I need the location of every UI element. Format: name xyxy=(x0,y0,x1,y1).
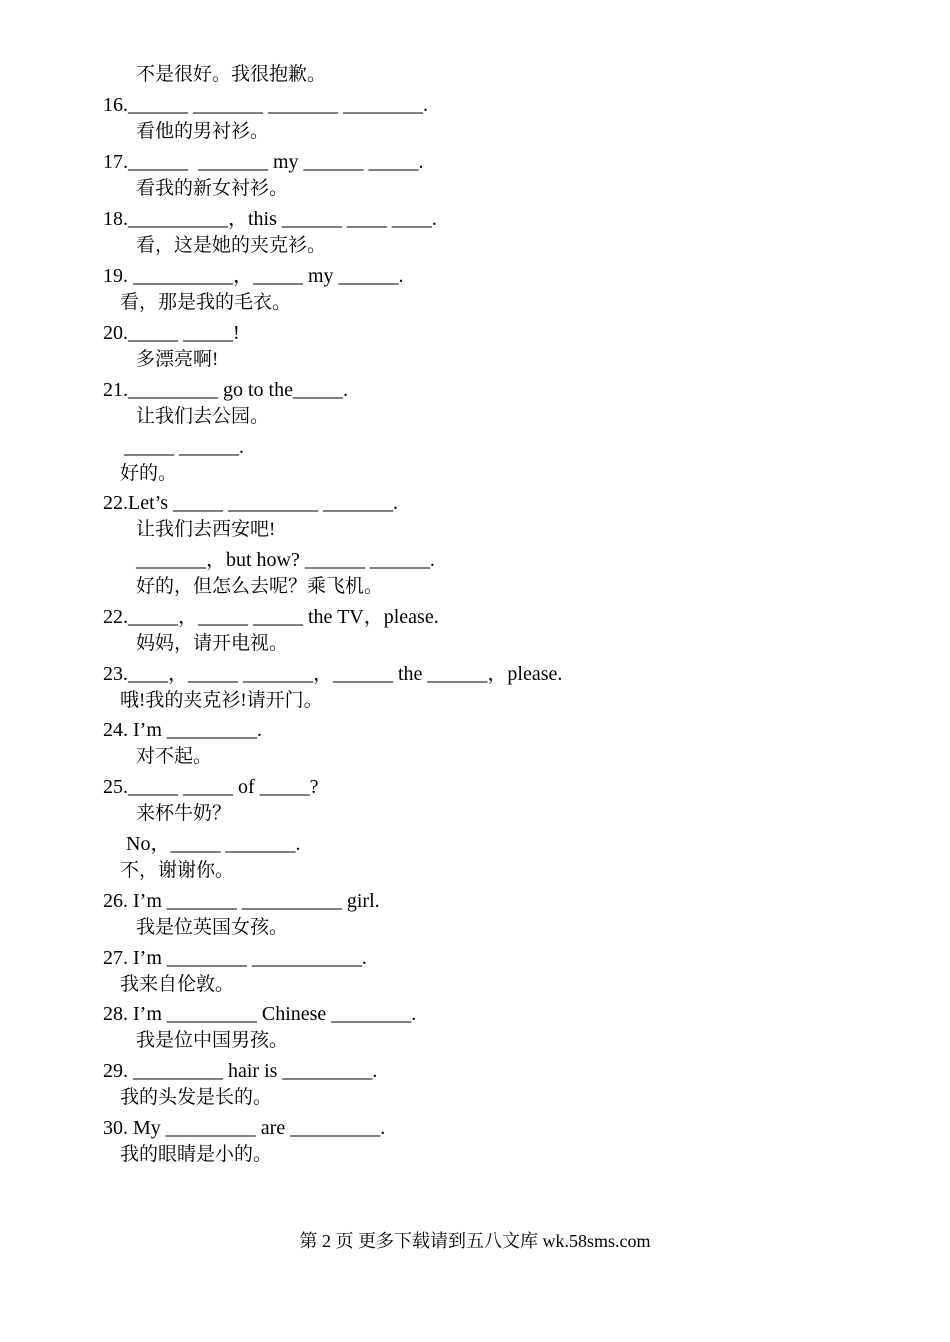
exercise-27: 27. I’m ________ ___________. xyxy=(103,947,367,969)
translation-line: 我是位中国男孩。 xyxy=(136,1030,289,1051)
translation-line: 我是位英国女孩。 xyxy=(136,917,289,938)
translation-line: 来杯牛奶？ xyxy=(136,803,232,824)
translation-line: 让我们去公园。 xyxy=(136,406,270,427)
translation-line: 对不起。 xyxy=(136,746,213,767)
translation-line: 看我的新女衬衫。 xyxy=(136,178,289,199)
exercise-25-reply: No，_____ _______. xyxy=(126,833,301,855)
translation-line: 我的头发是长的。 xyxy=(120,1087,273,1108)
exercise-26: 26. I’m _______ __________ girl. xyxy=(103,890,380,912)
translation-line: 哦!我的夹克衫!请开门。 xyxy=(120,690,323,711)
exercise-18: 18.__________，this ______ ____ ____. xyxy=(103,208,437,230)
translation-line: 多漂亮啊! xyxy=(136,349,219,370)
exercise-28: 28. I’m _________ Chinese ________. xyxy=(103,1003,417,1025)
exercise-17: 17.______ _______ my ______ _____. xyxy=(103,151,424,173)
page-footer: 第 2 页 更多下载请到五八文库 wk.58sms.com xyxy=(299,1231,651,1251)
translation-line: 看，那是我的毛衣。 xyxy=(120,292,292,313)
exercise-21-reply: _____ ______. xyxy=(124,436,244,458)
exercise-30: 30. My _________ are _________. xyxy=(103,1117,386,1139)
translation-line: 好的。 xyxy=(120,463,178,484)
exercise-22a-reply: _______，but how? ______ ______. xyxy=(136,549,435,571)
translation-line: 妈妈，请开电视。 xyxy=(136,633,289,654)
translation-line: 让我们去西安吧! xyxy=(136,519,276,540)
exercise-25: 25._____ _____ of _____? xyxy=(103,776,319,798)
exercise-23: 23.____，_____ _______，______ the ______，please. xyxy=(103,663,563,685)
exercise-16: 16.______ _______ _______ ________. xyxy=(103,94,428,116)
exercise-22a: 22.Let’s _____ _________ _______. xyxy=(103,492,398,514)
exercise-21: 21._________ go to the_____. xyxy=(103,379,348,401)
translation-line: 不，谢谢你。 xyxy=(120,860,235,881)
translation-line: 看，这是她的夹克衫。 xyxy=(136,235,327,256)
exercise-24: 24. I’m _________. xyxy=(103,719,262,741)
translation-line: 看他的男衬衫。 xyxy=(136,121,270,142)
exercise-19: 19. __________，_____ my ______. xyxy=(103,265,404,287)
exercise-20: 20._____ _____! xyxy=(103,322,240,344)
exercise-29: 29. _________ hair is _________. xyxy=(103,1060,378,1082)
translation-line: 不是很好。我很抱歉。 xyxy=(136,64,327,85)
exercise-22b: 22._____，_____ _____ the TV，please. xyxy=(103,606,439,628)
translation-line: 好的，但怎么去呢？乘飞机。 xyxy=(136,576,384,597)
translation-line: 我来自伦敦。 xyxy=(120,974,235,995)
translation-line: 我的眼睛是小的。 xyxy=(120,1144,273,1165)
